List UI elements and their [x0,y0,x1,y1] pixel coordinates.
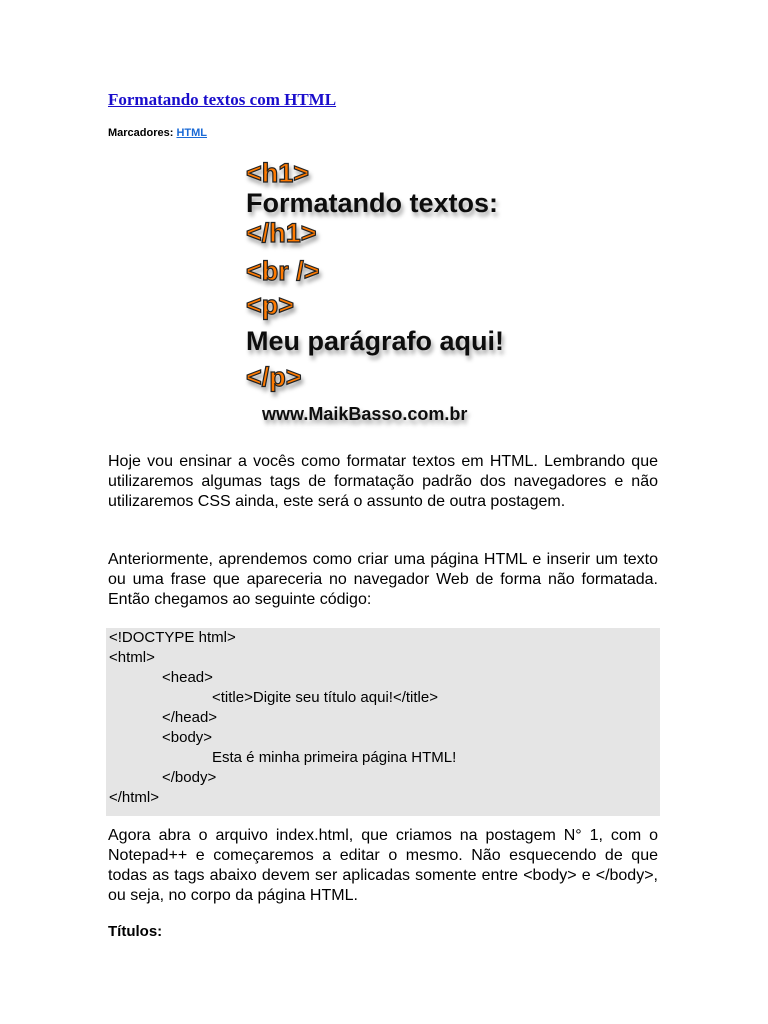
banner-line-paragraph: Meu parágrafo aqui! [246,326,505,356]
banner-line-p-open: <p> [246,290,295,320]
code-line: <title>Digite seu título aqui!</title> [212,689,438,706]
banner-line-p-close: </p> [246,362,302,392]
code-line: <head> [162,669,213,686]
banner-line-h1-open: <h1> [246,158,310,188]
labels-prefix: Marcadores: [108,127,174,139]
section-heading-titulos: Títulos: [108,923,163,940]
banner-line-br: <br /> [246,256,320,286]
banner-line-title: Formatando textos: [246,188,499,218]
code-line: </body> [162,769,217,786]
intro-paragraph: Hoje vou ensinar a vocês como formatar textos em HTML. Lembrando que utilizaremos algumas tags de formatação padrão dos navegadores e não utilizaremos CSS ainda, este será o assunto de outra postagem. [108,453,658,510]
code-block [106,628,660,816]
code-line: </head> [162,709,218,726]
code-line: </html> [109,789,160,806]
previous-lesson-paragraph: Anteriormente, aprendemos como criar uma página HTML e inserir um texto ou uma frase que apareceria no navegador Web de forma não formatada. Então chegamos ao seguinte código: [108,551,658,608]
post-labels [108,127,207,139]
code-line: <!DOCTYPE html> [109,629,236,646]
banner-graphic [240,150,540,430]
code-line: Esta é minha primeira página HTML! [212,749,457,766]
banner-line-h1-close: </h1> [246,218,317,248]
code-line: <body> [162,729,213,746]
post-title-link[interactable]: Formatando textos com HTML [108,90,337,109]
banner-image [240,150,540,430]
label-link-html[interactable]: HTML [176,127,208,139]
next-steps-paragraph: Agora abra o arquivo index.html, que criamos na postagem N° 1, com o Notepad++ e começaremos a editar o mesmo. Não esquecendo de que todas as tags abaixo devem ser aplicadas somente entre <body> e </body>, ou seja, no corpo da página HTML. [108,827,658,904]
banner-line-website: www.MaikBasso.com.br [262,404,468,424]
code-line: <html> [109,649,155,666]
